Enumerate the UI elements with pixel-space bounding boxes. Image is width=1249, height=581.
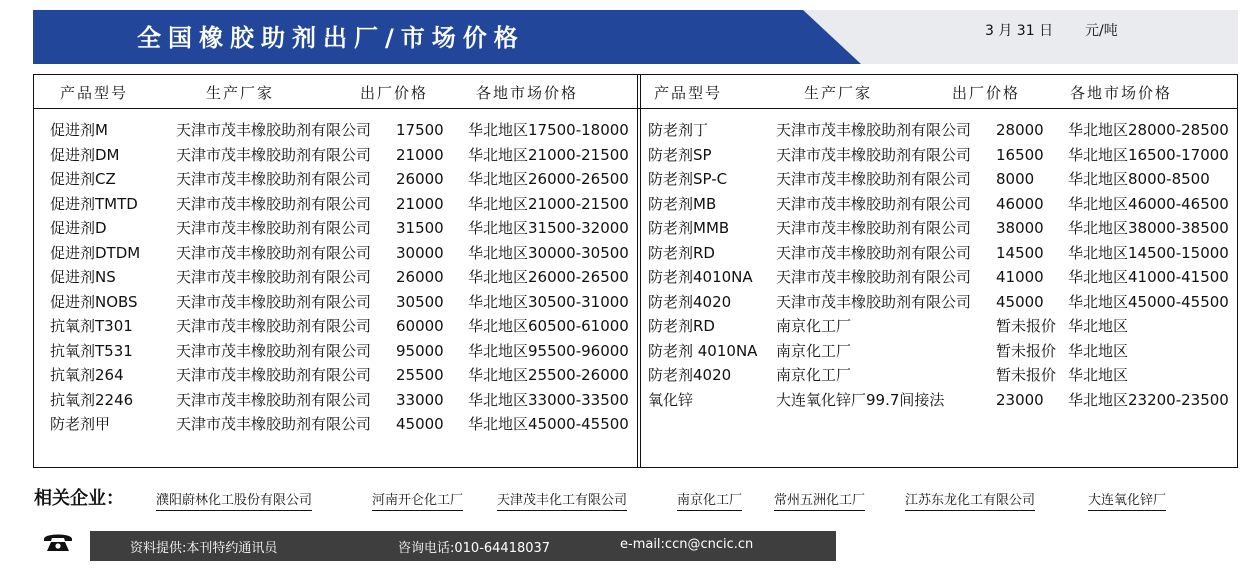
right-factory-price: 16500 — [996, 145, 1044, 164]
left-market-price: 华北地区21000-21500 — [468, 145, 629, 164]
left-product-name: 抗氧剂264 — [50, 366, 124, 384]
left-factory-price: 30000 — [396, 243, 444, 262]
left-header-maker: 生产厂家 — [206, 84, 275, 102]
left-manufacturer: 天津市茂丰橡胶助剂有限公司 — [176, 194, 372, 213]
left-product-name: 促进剂CZ — [50, 170, 116, 188]
left-manufacturer: 天津市茂丰橡胶助剂有限公司 — [176, 145, 372, 164]
left-header-market-price: 各地市场价格 — [476, 84, 579, 102]
left-market-price: 华北地区21000-21500 — [468, 194, 629, 213]
right-manufacturer: 天津市茂丰橡胶助剂有限公司 — [776, 194, 972, 213]
right-manufacturer: 天津市茂丰橡胶助剂有限公司 — [776, 292, 972, 311]
left-market-price: 华北地区95500-96000 — [468, 341, 629, 360]
left-manufacturer: 天津市茂丰橡胶助剂有限公司 — [176, 366, 372, 384]
right-product-name: 防老剂SP-C — [648, 170, 728, 188]
right-market-price: 华北地区46000-46500 — [1068, 194, 1229, 213]
left-product-name: 促进剂TMTD — [50, 194, 138, 213]
right-factory-price: 45000 — [996, 292, 1044, 311]
related-company[interactable]: 濮阳蔚林化工股份有限公司 — [156, 489, 312, 511]
right-factory-price: 14500 — [996, 243, 1044, 262]
right-product-name: 防老剂MMB — [648, 219, 730, 237]
right-product-name: 氧化锌 — [648, 390, 694, 409]
left-manufacturer: 天津市茂丰橡胶助剂有限公司 — [176, 341, 372, 360]
left-product-name: 促进剂NOBS — [50, 292, 138, 311]
left-factory-price: 21000 — [396, 194, 444, 213]
right-header-market-price: 各地市场价格 — [1070, 84, 1173, 102]
left-factory-price: 26000 — [396, 268, 444, 286]
right-header-maker: 生产厂家 — [804, 84, 873, 102]
left-product-name: 促进剂NS — [50, 268, 116, 286]
related-company[interactable]: 大连氧化锌厂 — [1088, 489, 1166, 511]
right-factory-price: 暂未报价 — [996, 366, 1057, 384]
left-factory-price: 33000 — [396, 390, 444, 409]
right-product-name: 防老剂4020 — [648, 366, 732, 384]
left-market-price: 华北地区45000-45500 — [468, 415, 629, 433]
left-factory-price: 25500 — [396, 366, 444, 384]
right-factory-price: 38000 — [996, 219, 1044, 237]
telephone-icon — [42, 531, 74, 553]
right-factory-price: 8000 — [996, 170, 1035, 188]
right-factory-price: 暂未报价 — [996, 341, 1057, 360]
right-market-price: 华北地区14500-15000 — [1068, 243, 1229, 262]
footer-phone: 咨询电话:010-64418037 — [398, 541, 551, 556]
right-manufacturer: 南京化工厂 — [776, 317, 852, 335]
right-manufacturer: 天津市茂丰橡胶助剂有限公司 — [776, 243, 972, 262]
left-market-price: 华北地区30000-30500 — [468, 243, 629, 262]
left-manufacturer: 天津市茂丰橡胶助剂有限公司 — [176, 121, 372, 139]
right-factory-price: 28000 — [996, 121, 1044, 139]
price-unit: 元/吨 — [1085, 23, 1118, 39]
left-factory-price: 21000 — [396, 145, 444, 164]
left-manufacturer: 天津市茂丰橡胶助剂有限公司 — [176, 292, 372, 311]
related-company[interactable]: 天津茂丰化工有限公司 — [497, 489, 627, 511]
left-manufacturer: 天津市茂丰橡胶助剂有限公司 — [176, 317, 372, 335]
right-manufacturer: 天津市茂丰橡胶助剂有限公司 — [776, 121, 972, 139]
left-product-name: 促进剂M — [50, 121, 108, 139]
price-date: 3 月 31 日 — [985, 23, 1054, 39]
left-factory-price: 30500 — [396, 292, 444, 311]
right-manufacturer: 天津市茂丰橡胶助剂有限公司 — [776, 268, 972, 286]
right-market-price: 华北地区45000-45500 — [1068, 292, 1229, 311]
left-factory-price: 95000 — [396, 341, 444, 360]
right-manufacturer: 天津市茂丰橡胶助剂有限公司 — [776, 219, 972, 237]
right-manufacturer: 南京化工厂 — [776, 366, 852, 384]
left-market-price: 华北地区17500-18000 — [468, 121, 629, 139]
left-header-product: 产品型号 — [60, 84, 129, 102]
right-market-price: 华北地区8000-8500 — [1068, 170, 1210, 188]
left-product-name: 抗氧剂2246 — [50, 390, 134, 409]
left-product-name: 抗氧剂T531 — [50, 341, 133, 360]
left-product-name: 促进剂DTDM — [50, 243, 141, 262]
price-table — [33, 74, 1238, 468]
column-divider — [637, 75, 641, 467]
right-product-name: 防老剂SP — [648, 145, 712, 164]
related-company[interactable]: 江苏东龙化工有限公司 — [905, 489, 1035, 511]
left-manufacturer: 天津市茂丰橡胶助剂有限公司 — [176, 415, 372, 433]
footer-email[interactable]: e-mail:ccn@cncic.cn — [620, 537, 754, 552]
left-header-factory-price: 出厂价格 — [360, 84, 429, 102]
right-market-price: 华北地区38000-38500 — [1068, 219, 1229, 237]
right-manufacturer: 天津市茂丰橡胶助剂有限公司 — [776, 170, 972, 188]
left-product-name: 促进剂DM — [50, 145, 120, 164]
right-market-price: 华北地区28000-28500 — [1068, 121, 1229, 139]
right-product-name: 防老剂丁 — [648, 121, 709, 139]
right-manufacturer: 南京化工厂 — [776, 341, 852, 360]
left-market-price: 华北地区60500-61000 — [468, 317, 629, 335]
left-market-price: 华北地区31500-32000 — [468, 219, 629, 237]
right-market-price: 华北地区 — [1068, 366, 1129, 384]
right-product-name: 防老剂RD — [648, 243, 715, 262]
left-factory-price: 17500 — [396, 121, 444, 139]
left-manufacturer: 天津市茂丰橡胶助剂有限公司 — [176, 170, 372, 188]
right-header-product: 产品型号 — [654, 84, 723, 102]
left-manufacturer: 天津市茂丰橡胶助剂有限公司 — [176, 243, 372, 262]
right-market-price: 华北地区 — [1068, 317, 1129, 335]
right-product-name: 防老剂4010NA — [648, 268, 753, 286]
left-factory-price: 26000 — [396, 170, 444, 188]
header-divider — [34, 108, 1237, 109]
left-manufacturer: 天津市茂丰橡胶助剂有限公司 — [176, 219, 372, 237]
right-market-price: 华北地区 — [1068, 341, 1129, 360]
right-product-name: 防老剂4020 — [648, 292, 732, 311]
right-factory-price: 46000 — [996, 194, 1044, 213]
left-market-price: 华北地区25500-26000 — [468, 366, 629, 384]
related-company[interactable]: 常州五洲化工厂 — [774, 489, 865, 511]
footer-source: 资料提供:本刊特约通讯员 — [130, 541, 278, 556]
left-factory-price: 31500 — [396, 219, 444, 237]
right-manufacturer: 天津市茂丰橡胶助剂有限公司 — [776, 145, 972, 164]
left-manufacturer: 天津市茂丰橡胶助剂有限公司 — [176, 268, 372, 286]
left-manufacturer: 天津市茂丰橡胶助剂有限公司 — [176, 390, 372, 409]
left-market-price: 华北地区26000-26500 — [468, 170, 629, 188]
left-factory-price: 45000 — [396, 415, 444, 433]
left-market-price: 华北地区30500-31000 — [468, 292, 629, 311]
left-product-name: 促进剂D — [50, 219, 107, 237]
right-manufacturer: 大连氧化锌厂99.7间接法 — [776, 390, 945, 409]
right-market-price: 华北地区23200-23500 — [1068, 390, 1229, 409]
left-market-price: 华北地区26000-26500 — [468, 268, 629, 286]
related-company[interactable]: 南京化工厂 — [677, 489, 742, 511]
left-factory-price: 60000 — [396, 317, 444, 335]
right-product-name: 防老剂 4010NA — [648, 341, 758, 360]
left-product-name: 防老剂甲 — [50, 415, 111, 433]
left-product-name: 抗氧剂T301 — [50, 317, 133, 335]
left-market-price: 华北地区33000-33500 — [468, 390, 629, 409]
related-company[interactable]: 河南开仑化工厂 — [372, 489, 463, 511]
right-market-price: 华北地区16500-17000 — [1068, 145, 1229, 164]
right-product-name: 防老剂MB — [648, 194, 717, 213]
page-title: 全国橡胶助剂出厂/市场价格 — [137, 24, 525, 52]
right-factory-price: 23000 — [996, 390, 1044, 409]
right-product-name: 防老剂RD — [648, 317, 715, 335]
related-label: 相关企业： — [34, 488, 124, 509]
right-header-factory-price: 出厂价格 — [952, 84, 1021, 102]
right-market-price: 华北地区41000-41500 — [1068, 268, 1229, 286]
right-factory-price: 41000 — [996, 268, 1044, 286]
right-factory-price: 暂未报价 — [996, 317, 1057, 335]
